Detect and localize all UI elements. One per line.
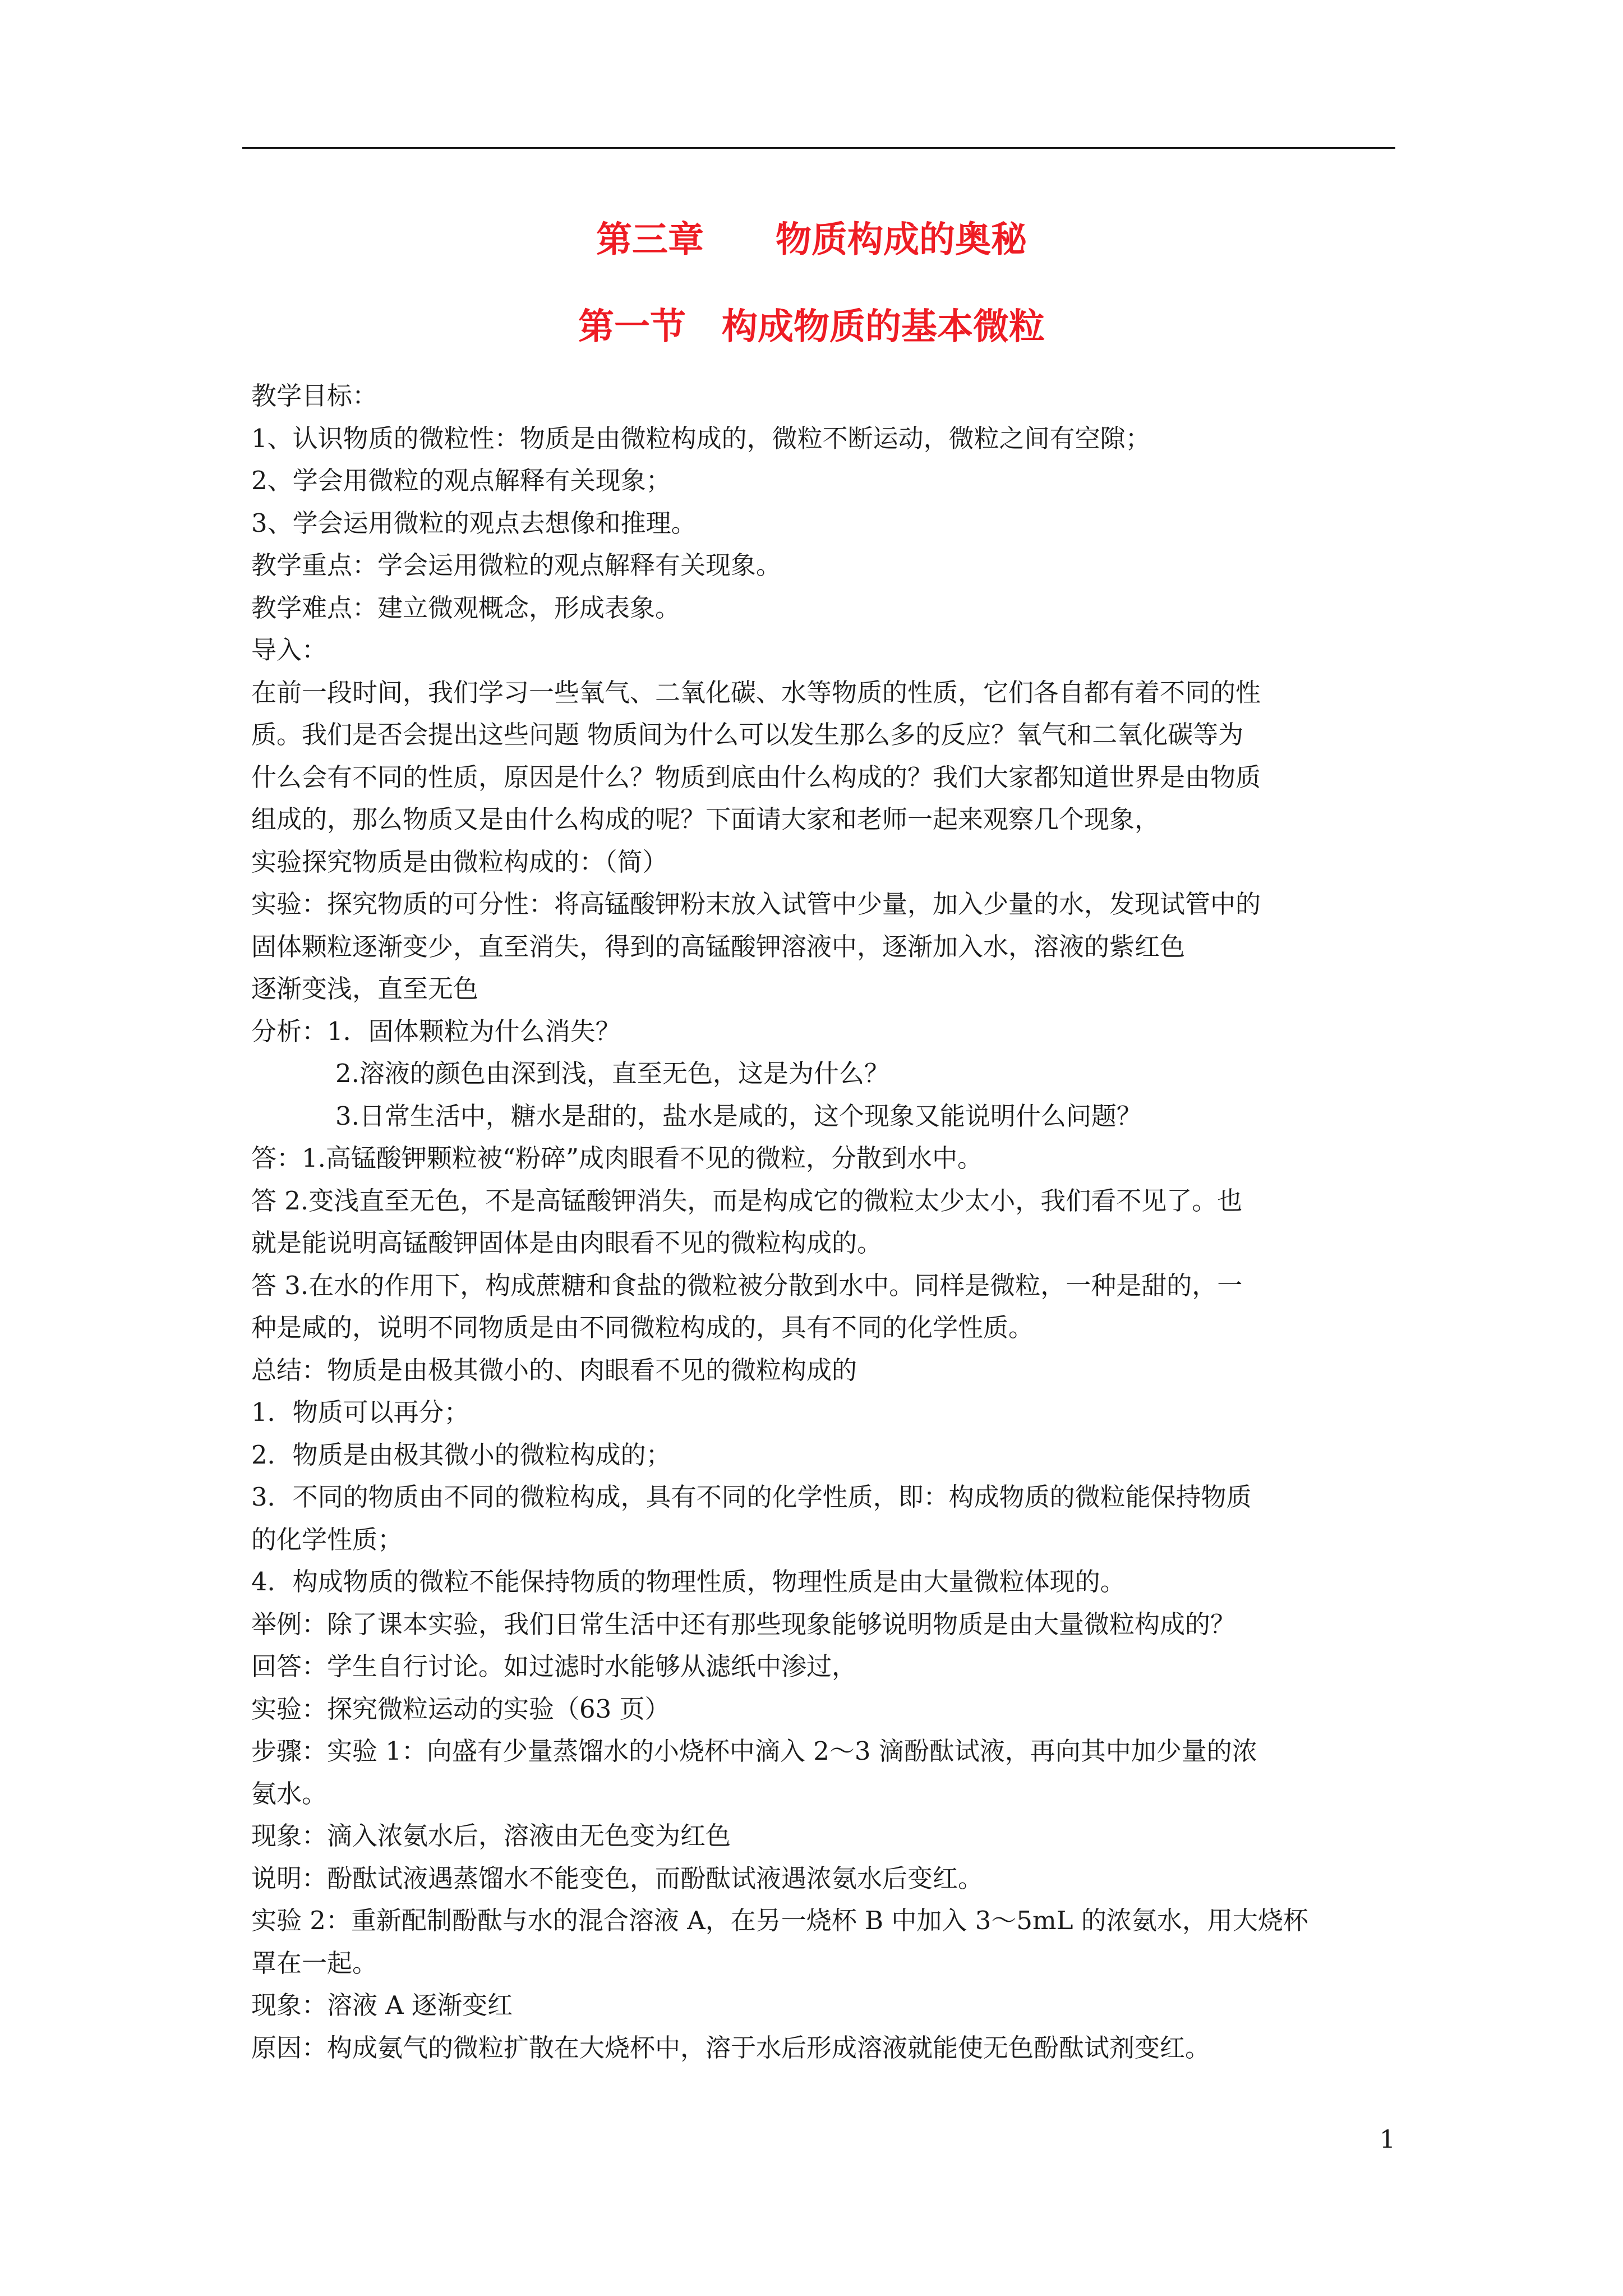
text-line: 分析：1．固体颗粒为什么消失？ [251,1016,621,1046]
text-line: 步骤：实验 1：向盛有少量蒸馏水的小烧杯中滴入 2～3 滴酚酞试液，再向其中加少量的浓 [251,1736,1257,1766]
text-line: 原因：构成氨气的微粒扩散在大烧杯中，溶于水后形成溶液就能使无色酚酞试剂变红。 [251,2032,1211,2063]
text-line: 1、认识物质的微粒性：物质是由微粒构成的，微粒不断运动，微粒之间有空隙； [251,423,1151,453]
text-line: 逐渐变浅，直至无色 [251,974,479,1004]
header-rule [242,147,1395,149]
text-line: 4．构成物质的微粒不能保持物质的物理性质，物理性质是由大量微粒体现的。 [251,1567,1126,1596]
text-line: 罩在一起。 [251,1948,378,1978]
text-line: 答：1.高锰酸钾颗粒被“粉碎”成肉眼看不见的微粒，分散到水中。 [251,1143,983,1173]
text-line: 实验：探究物质的可分性：将高锰酸钾粉末放入试管中少量，加入少量的水，发现试管中的 [251,889,1261,919]
text-line: 答 3.在水的作用下，构成蔗糖和食盐的微粒被分散到水中。同样是微粒，一种是甜的，一 [251,1270,1243,1300]
text-line: 什么会有不同的性质，原因是什么？物质到底由什么构成的？我们大家都知道世界是由物质 [251,762,1261,792]
text-line: 固体颗粒逐渐变少，直至消失，得到的高锰酸钾溶液中，逐渐加入水，溶液的紫红色 [251,931,1186,961]
text-line: 3、学会运用微粒的观点去想像和推理。 [251,508,697,538]
text-line: 2、学会用微粒的观点解释有关现象； [251,466,671,495]
text-line: 答 2.变浅直至无色，不是高锰酸钾消失，而是构成它的微粒太少太小，我们看不见了。也 [251,1185,1243,1216]
text-line: 总结：物质是由极其微小的、肉眼看不见的微粒构成的 [251,1355,857,1385]
text-line: 现象：滴入浓氨水后，溶液由无色变为红色 [251,1821,731,1851]
text-line: 2．物质是由极其微小的微粒构成的； [251,1439,671,1470]
text-line: 教学目标： [251,381,378,411]
text-line: 3．不同的物质由不同的微粒构成，具有不同的化学性质，即：构成物质的微粒能保持物质 [251,1482,1252,1512]
section-title: 第一节 构成物质的基本微粒 [578,306,1045,348]
text-line: 实验探究物质是由微粒构成的：（简） [251,846,668,877]
text-line: 实验：探究微粒运动的实验（63 页） [251,1694,670,1724]
text-line: 组成的，那么物质又是由什么构成的呢？下面请大家和老师一起来观察几个现象， [251,804,1160,834]
body-text [251,375,1395,2069]
chapter-title: 第三章 物质构成的奥秘 [596,219,1027,261]
text-line: 导入： [251,635,328,665]
text-line: 3.日常生活中，糖水是甜的，盐水是咸的，这个现象又能说明什么问题？ [335,1101,1142,1131]
text-line: 质。我们是否会提出这些问题 物质间为什么可以发生那么多的反应？氧气和二氧化碳等为 [251,720,1244,749]
text-line: 种是咸的，说明不同物质是由不同微粒构成的，具有不同的化学性质。 [251,1313,1034,1342]
text-line: 氨水。 [251,1778,328,1809]
page-number: 1 [1380,2125,1395,2154]
text-line: 回答：学生自行讨论。如过滤时水能够从滤纸中渗过， [251,1651,857,1681]
text-line: 就是能说明高锰酸钾固体是由肉眼看不见的微粒构成的。 [251,1228,883,1258]
text-line: 现象：溶液 A 逐渐变红 [251,1990,513,2020]
text-line: 举例：除了课本实验，我们日常生活中还有那些现象能够说明物质是由大量微粒构成的？ [251,1609,1236,1639]
text-line: 1．物质可以再分； [251,1397,469,1427]
text-line: 的化学性质； [251,1524,403,1554]
text-line: 说明：酚酞试液遇蒸馏水不能变色，而酚酞试液遇浓氨水后变红。 [251,1863,984,1893]
text-line: 教学重点：学会运用微粒的观点解释有关现象。 [251,550,782,580]
text-line: 实验 2：重新配制酚酞与水的混合溶液 A，在另一烧杯 B 中加入 3～5mL 的浓氨水，用大烧杯 [251,1906,1308,1935]
text-line: 在前一段时间，我们学习一些氧气、二氧化碳、水等物质的性质，它们各自都有着不同的性 [251,677,1261,707]
text-line: 教学难点：建立微观概念，形成表象。 [251,592,681,623]
text-line: 2.溶液的颜色由深到浅，直至无色，这是为什么？ [335,1059,889,1088]
